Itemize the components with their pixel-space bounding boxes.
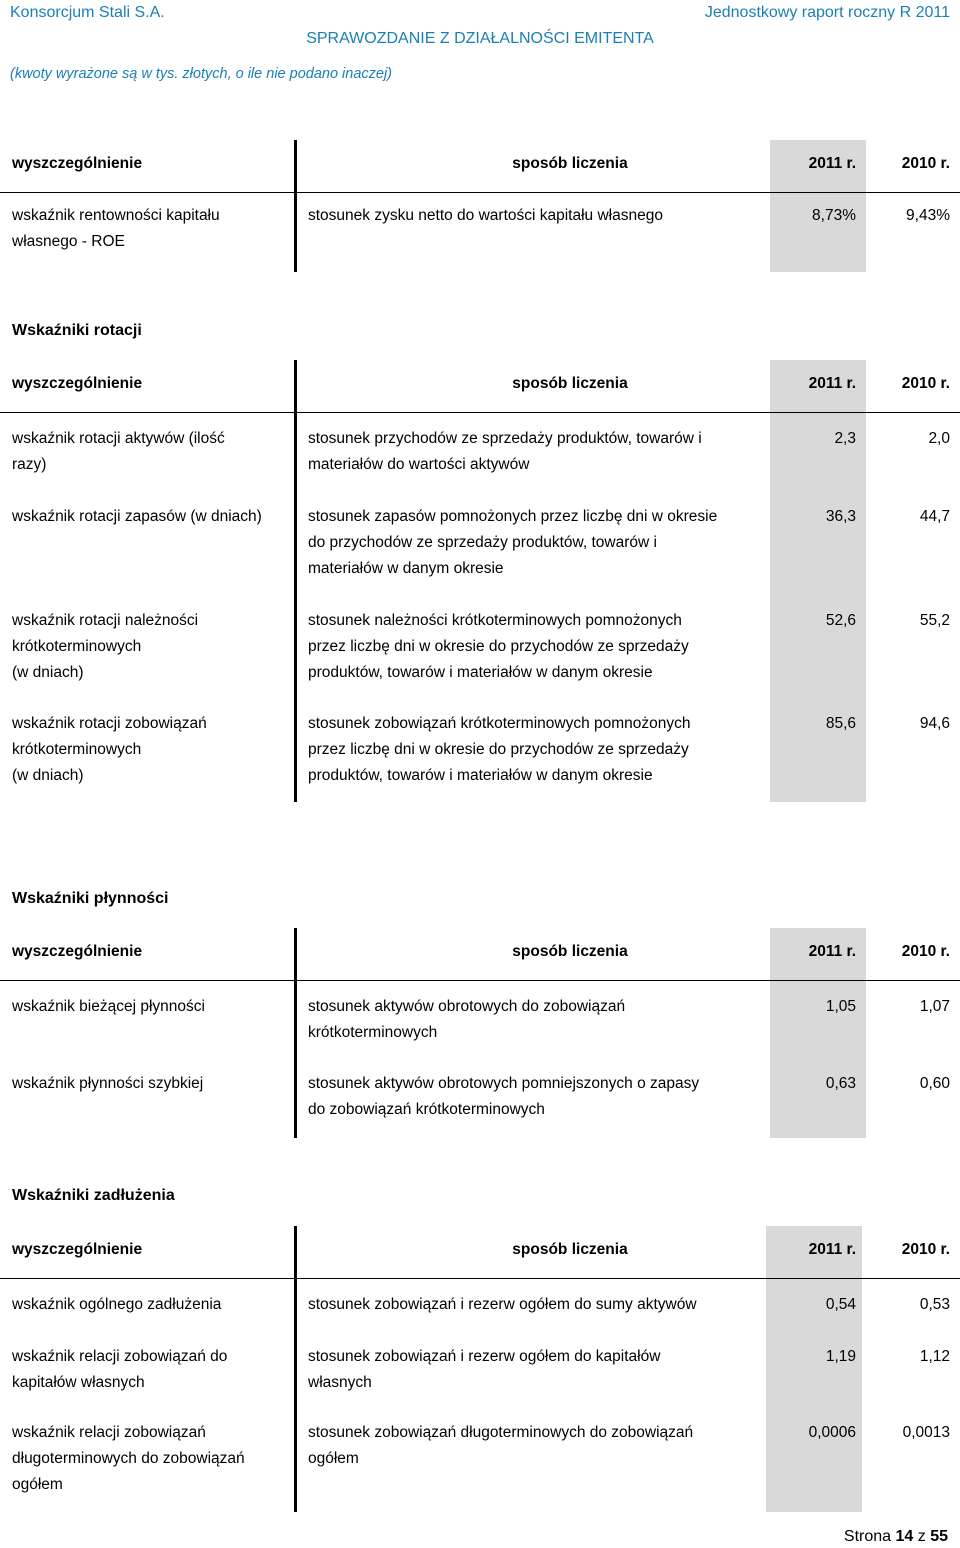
row-method: stosunek zobowiązań krótkoterminowych pomnożonych przez liczbę dni w okresie do przychodów ze sprzedaży produktów, towarów i materiałów w danym okresie [308,715,691,784]
col-header-2010: 2010 r. [901,1241,950,1258]
row-name: wskaźnik ogólnego zadłużenia [12,1296,222,1313]
page-total: 55 [930,1528,948,1545]
row-name: wskaźnik rotacji zobowiązań krótkoterminowych (w dniach) [12,715,207,784]
page-footer [844,1528,948,1546]
row-value-2011: 2,3 [834,430,856,447]
row-value-2010: 44,7 [919,508,950,525]
col-header-name: wyszczególnienie [12,375,143,392]
liquidity-title: Wskaźniki płynności [12,890,169,907]
row-method: stosunek zapasów pomnożonych przez liczbę dni w okresie do przychodów ze sprzedaży produktów, towarów i materiałów w danym okresie [308,508,718,577]
row-name: wskaźnik bieżącej płynności [12,998,205,1015]
row-value-2011: 8,73% [812,207,856,224]
col-header-method: sposób liczenia [512,943,628,960]
row-method: stosunek aktywów obrotowych do zobowiązań krótkoterminowych [308,998,626,1041]
row-name: wskaźnik relacji zobowiązań do kapitałów własnych [12,1348,228,1391]
row-value-2010: 0,0013 [902,1424,950,1441]
row-method: stosunek zobowiązań długoterminowych do zobowiązań ogółem [308,1424,694,1467]
col-header-2011: 2011 r. [808,375,856,392]
row-value-2010: 0,60 [919,1075,950,1092]
debt-title: Wskaźniki zadłużenia [12,1187,175,1204]
roe-table [0,140,960,272]
row-value-2011: 36,3 [825,508,856,525]
row-method: stosunek przychodów ze sprzedaży produktów, towarów i materiałów do wartości aktywów [308,430,702,473]
row-value-2010: 0,53 [919,1296,950,1313]
row-value-2011: 52,6 [825,612,856,629]
row-value-2011: 0,54 [825,1296,856,1313]
col-header-method: sposób liczenia [512,1241,628,1258]
row-name: wskaźnik rotacji należności krótkoterminowych (w dniach) [12,612,199,681]
row-method: stosunek zobowiązań i rezerw ogółem do sumy aktywów [308,1296,697,1313]
page-label: Strona [843,1528,892,1545]
debt-table [0,1226,960,1512]
col-header-name: wyszczególnienie [12,943,143,960]
rotation-table [0,360,960,802]
col-header-method: sposób liczenia [512,155,628,172]
row-value-2010: 55,2 [919,612,950,629]
col-header-2011: 2011 r. [808,943,856,960]
row-value-2011: 1,19 [825,1348,856,1365]
page-of: z [917,1528,926,1545]
row-name: wskaźnik rotacji zapasów (w dniach) [12,508,262,525]
row-value-2010: 9,43% [906,207,950,224]
row-value-2011: 0,63 [825,1075,856,1092]
row-name: wskaźnik relacji zobowiązań długoterminowych do zobowiązań ogółem [12,1424,245,1493]
row-value-2010: 1,07 [919,998,950,1015]
row-name: wskaźnik płynności szybkiej [12,1075,204,1092]
rotation-title: Wskaźniki rotacji [12,322,142,339]
col-header-2010: 2010 r. [901,943,950,960]
row-value-2011: 85,6 [825,715,856,732]
section-heading: SPRAWOZDANIE Z DZIAŁALNOŚCI EMITENTA [306,30,654,47]
page-number: 14 [895,1528,914,1545]
company-name: Konsorcjum Stali S.A. [10,4,165,21]
row-method: stosunek należności krótkoterminowych pomnożonych przez liczbę dni w okresie do przychodów ze sprzedaży produktów, towarów i materiałów w danym okresie [308,612,689,681]
col-header-name: wyszczególnienie [12,155,143,172]
row-value-2010: 1,12 [919,1348,950,1365]
row-method: stosunek zobowiązań i rezerw ogółem do kapitałów własnych [308,1348,661,1391]
report-title: Jednostkowy raport roczny R 2011 [704,4,950,21]
col-header-method: sposób liczenia [512,375,628,392]
col-header-2011: 2011 r. [808,155,856,172]
row-method: stosunek zysku netto do wartości kapitału własnego [308,207,663,224]
row-name: wskaźnik rentowności kapitału własnego - ROE [12,207,220,250]
row-value-2011: 0,0006 [808,1424,856,1441]
liquidity-table [0,928,960,1138]
row-method: stosunek aktywów obrotowych pomniejszonych o zapasy do zobowiązań krótkoterminowych [308,1075,700,1118]
row-name: wskaźnik rotacji aktywów (ilość razy) [12,430,225,473]
col-header-2011: 2011 r. [808,1241,856,1258]
amounts-note: (kwoty wyrażone są w tys. złotych, o ile nie podano inaczej) [10,66,393,82]
row-value-2010: 94,6 [919,715,950,732]
col-header-2010: 2010 r. [901,155,950,172]
row-value-2011: 1,05 [825,998,856,1015]
row-value-2010: 2,0 [928,430,950,447]
col-header-name: wyszczególnienie [12,1241,143,1258]
col-header-2010: 2010 r. [901,375,950,392]
